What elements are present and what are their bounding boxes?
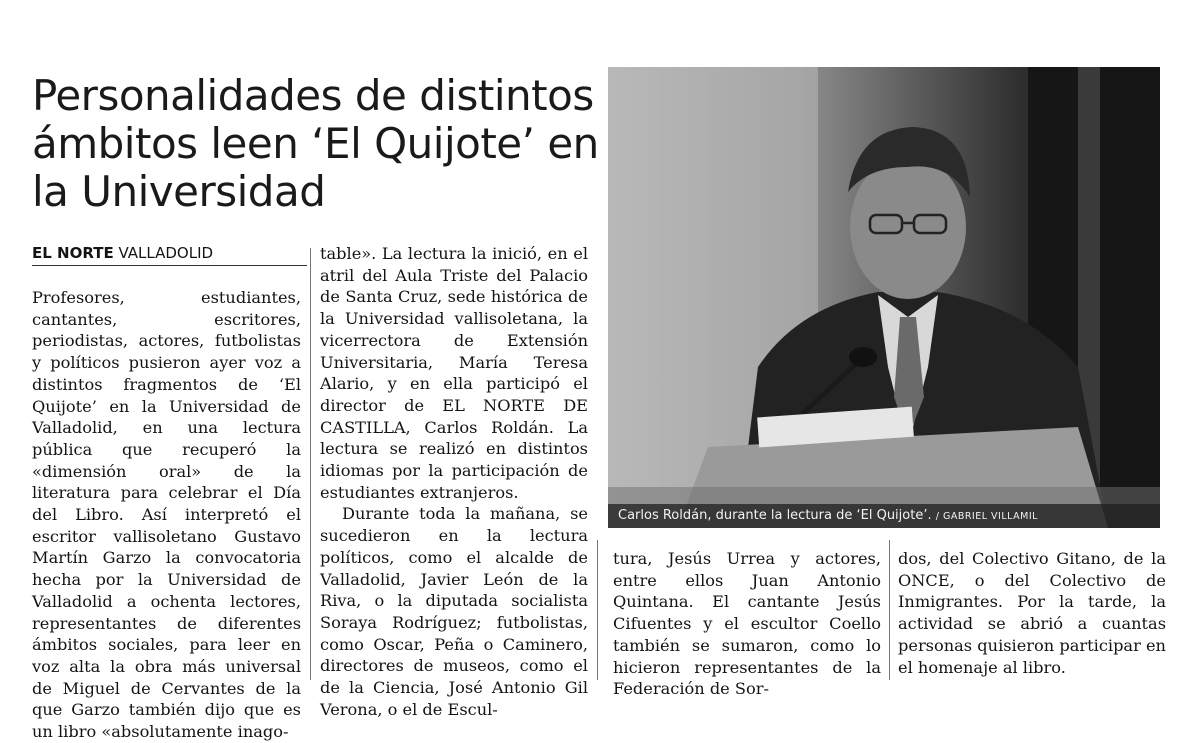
photo-credit: / GABRIEL VILLAMIL [935,511,1038,522]
article-column-2 [320,243,588,720]
body-paragraph: tura, Jesús Urrea y actores, entre ellos Juan Antonio Quintana. El cantante Jesús Cifuentes y el escultor Coello también se sumaron, como lo hicieron representantes de la Federación de Sor- [613,549,881,699]
column-rule [310,248,311,680]
article-column-4 [898,548,1166,678]
caption-text: Carlos Roldán, durante la lectura de ‘El Quijote’. [618,508,932,523]
body-paragraph: table». La lectura la inició, en el atril del Aula Triste del Palacio de Santa Cruz, sede histórica de la Universidad vallisoletana, la vicerrectora de Extensión Universitaria, María Teresa Alario, y en ella participó el director de EL NORTE DE CASTILLA, Carlos Roldán. La lectura se realizó en distintos idiomas por la participación de estudiantes extranjeros. [320,244,588,502]
byline-newspaper: EL NORTE [32,244,114,262]
body-paragraph: Durante toda la mañana, se sucedieron en la lectura políticos, como el alcalde de Valladolid, Javier León de la Riva, o la diputada socialista Soraya Rodríguez; futbolistas, como Oscar, Peña o Caminero, directores de museos, como el de la Ciencia, José Antonio Gil Verona, o el de Escul- [320,504,588,719]
column-rule [597,540,598,680]
column-rule [889,540,890,680]
article-photo [608,67,1160,528]
body-paragraph: Profesores, estudiantes, cantantes, escritores, periodistas, actores, futbolistas y políticos pusieron ayer voz a distintos fragmentos de ‘El Quijote’ en la Universidad de Valladolid, en una lectura pública que recuperó la «dimensión oral» de la literatura para celebrar el Día del Libro. Así interpretó el escritor vallisoletano Gustavo Martín Garzo la convocatoria hecha por la Universidad de Valladolid a ochenta lectores, representantes de diferentes ámbitos sociales, para leer en voz alta la obra más universal de Miguel de Cervantes de la que Garzo también dijo que es un libro «absolutamente inago- [32,288,301,742]
byline-city: VALLADOLID [118,244,214,262]
photo-scene [608,67,1160,528]
body-paragraph: dos, del Colectivo Gitano, de la ONCE, o del Colectivo de Inmigrantes. Por la tarde, la actividad se abrió a cuantas personas quisieron participar en el homenaje al libro. [898,549,1166,677]
photo-caption [608,504,1160,528]
headline: Personalidades de distintos ámbitos leen ‘El Quijote’ en la Universidad [32,71,599,216]
byline [32,243,307,266]
article-column-3 [613,548,881,700]
article-column-1 [32,287,301,743]
